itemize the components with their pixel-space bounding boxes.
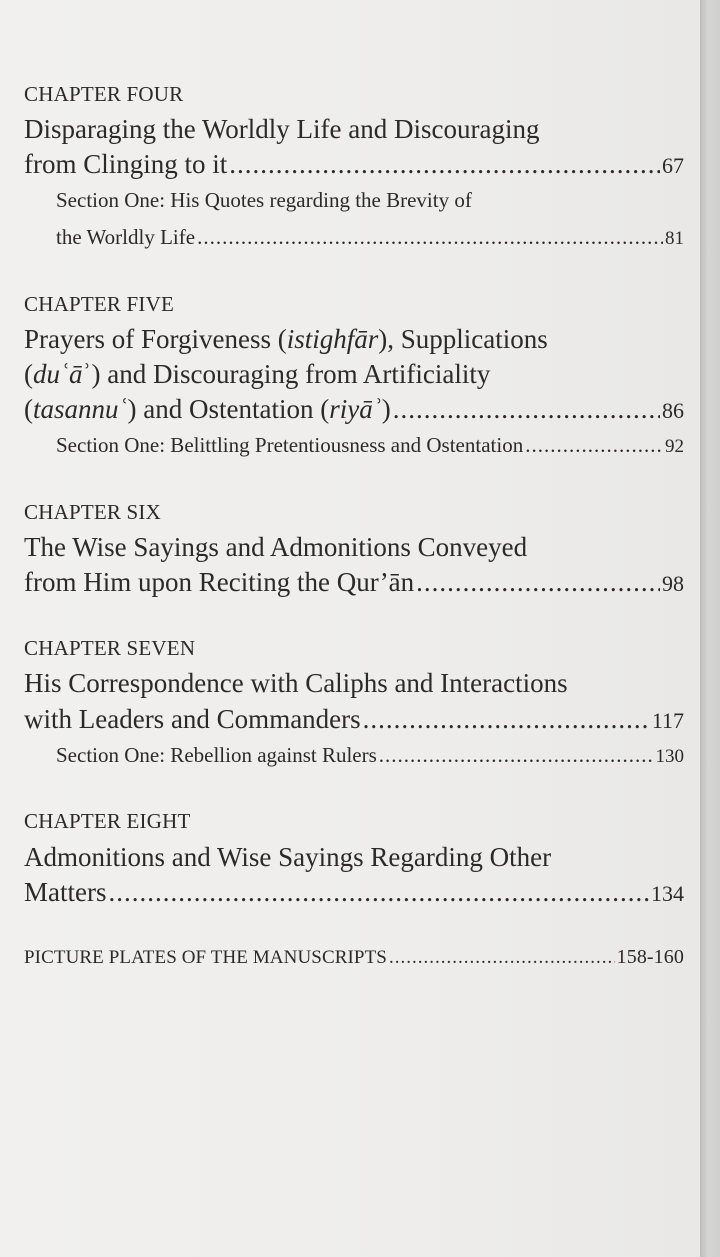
page-number: 98 [662, 571, 684, 597]
chapter-title-line: Disparaging the Worldly Life and Discouraging [24, 114, 540, 145]
chapter-label: CHAPTER SIX [24, 500, 161, 524]
picture-plates-entry [24, 946, 684, 969]
toc-entry [24, 147, 684, 182]
transliteration: tasannuʿ [33, 394, 128, 425]
section-entry [56, 427, 684, 464]
chapter-title-line: Admonitions and Wise Sayings Regarding Other [24, 841, 552, 872]
next-page-edge [700, 0, 720, 1257]
chapter-title-line: The Wise Sayings and Admonitions Conveyed [24, 532, 528, 563]
transliteration: riyāʾ [329, 394, 382, 425]
chapter-title-line: from Clinging to it [24, 149, 228, 180]
dot-leader [229, 147, 660, 182]
chapter-title-line: with Leaders and Commanders [24, 703, 361, 734]
toc-entry [56, 219, 684, 256]
dot-leader [416, 565, 660, 600]
chapter-seven [24, 636, 684, 773]
chapter-title-line [24, 322, 684, 357]
chapter-label: CHAPTER FOUR [24, 82, 184, 106]
transliteration: istighfār [286, 323, 379, 354]
page-number: 92 [665, 436, 684, 458]
page-number: 158-160 [616, 945, 684, 968]
table-of-contents [24, 82, 684, 969]
page-number: 86 [662, 398, 684, 424]
section-title-line: Section One: Rebellion against Rulers [56, 742, 377, 767]
section-title-line: Section One: Belittling Pretentiousness and Ostentation [56, 433, 524, 458]
chapter-title-line [24, 357, 684, 392]
section-entry [56, 737, 684, 774]
title-text: Prayers of Forgiveness ( [24, 323, 287, 354]
section-entry [56, 182, 684, 256]
chapter-title-line [24, 392, 391, 427]
dot-leader [389, 947, 615, 969]
title-text: ) and Ostentation ( [127, 394, 330, 425]
page-number: 134 [651, 880, 684, 906]
toc-entry [24, 565, 684, 600]
title-text: ʾ) and Discouraging from Artificiality [82, 359, 491, 390]
chapter-label: CHAPTER SEVEN [24, 636, 196, 661]
page-number: 117 [651, 707, 684, 733]
transliteration: duʿā [33, 359, 83, 390]
dot-leader [363, 702, 650, 737]
chapter-four [24, 82, 684, 256]
section-title-line: the Worldly Life [56, 225, 196, 250]
dot-leader [197, 219, 663, 256]
toc-entry [24, 702, 684, 737]
chapter-title-line: Matters [24, 876, 107, 907]
section-title-line: Section One: His Quotes regarding the Brevity of [56, 188, 472, 213]
title-text: ( [24, 394, 33, 425]
toc-entry [24, 875, 684, 910]
chapter-label: CHAPTER FIVE [24, 291, 174, 316]
dot-leader [525, 427, 663, 464]
title-text: ) [381, 394, 391, 425]
dot-leader [108, 875, 649, 910]
chapter-label: CHAPTER EIGHT [24, 809, 191, 834]
chapter-eight [24, 809, 684, 909]
dot-leader [393, 392, 660, 427]
toc-entry [56, 427, 684, 464]
title-text: ( [24, 359, 33, 390]
toc-entry [56, 737, 684, 774]
plates-label: PICTURE PLATES OF THE MANUSCRIPTS [24, 946, 387, 968]
chapter-six [24, 500, 684, 600]
chapter-five [24, 292, 684, 464]
page-number: 130 [655, 745, 684, 767]
page-number: 81 [665, 228, 684, 250]
toc-entry [24, 392, 684, 427]
chapter-title-line: from Him upon Reciting the Qur’ān [24, 567, 415, 598]
page-number: 67 [662, 153, 684, 179]
chapter-title-line: His Correspondence with Caliphs and Interactions [24, 668, 568, 699]
title-text: ), Supplications [378, 323, 548, 354]
dot-leader [379, 737, 654, 774]
